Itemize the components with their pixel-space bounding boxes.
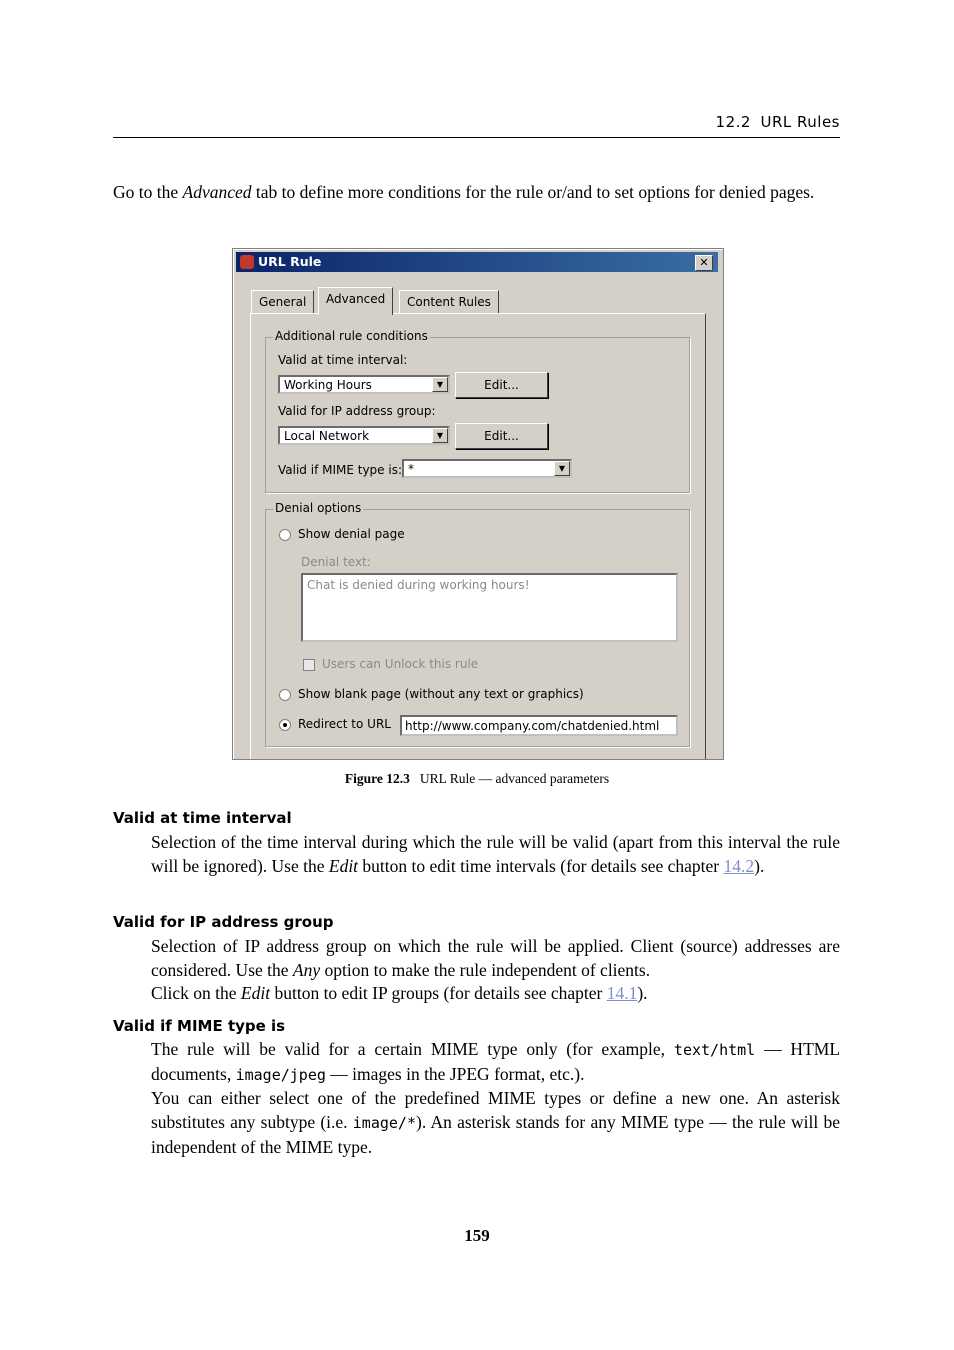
show-blank-page-radio[interactable]	[279, 689, 291, 701]
figure-caption-text: URL Rule — advanced parameters	[419, 771, 610, 786]
time-interval-label: Valid at time interval:	[278, 353, 408, 367]
header-section-title: URL Rules	[760, 113, 840, 131]
tab-general[interactable]: General	[251, 290, 314, 314]
tab-advanced[interactable]: Advanced	[318, 287, 393, 315]
edit-ip-button[interactable]: Edit...	[455, 423, 548, 449]
desc-time-interval: Selection of the time interval during which the rule will be valid (apart from this interval the rule will be ignored). Use the Edit button to edit time intervals (for details see chapter 14.2).	[151, 832, 840, 876]
app-icon	[240, 255, 254, 269]
redirect-url-radio[interactable]	[279, 719, 291, 731]
term-time-interval: Valid at time interval	[113, 809, 292, 827]
mime-type-label: Valid if MIME type is:	[278, 463, 402, 477]
unlock-rule-label: Users can Unlock this rule	[322, 657, 479, 671]
running-header	[113, 113, 840, 138]
link-chapter-14-2[interactable]: 14.2	[723, 855, 755, 876]
term-mime-type: Valid if MIME type is	[113, 1017, 286, 1035]
denial-options-group	[265, 501, 690, 747]
link-chapter-14-1[interactable]: 14.1	[606, 983, 638, 1004]
header-section-number: 12.2	[715, 113, 751, 131]
url-rule-dialog	[232, 248, 724, 760]
redirect-url-input[interactable]: http://www.company.com/chatdenied.html	[400, 715, 678, 736]
desc-ip-group: Selection of IP address group on which the rule will be applied. Client (source) addresses are considered. Use the Any option to make the rule independent of clients. Click on the Edit button to edit IP groups (for details see chapter 14.1).	[151, 936, 840, 1004]
time-interval-select[interactable]: Working Hours ▼	[278, 375, 450, 394]
page-number: 159	[464, 1226, 490, 1245]
chevron-down-icon[interactable]: ▼	[432, 377, 448, 392]
close-icon[interactable]: ✕	[695, 255, 713, 271]
mime-type-select[interactable]: * ▼	[402, 459, 572, 478]
chevron-down-icon[interactable]: ▼	[554, 461, 570, 476]
ip-group-label: Valid for IP address group:	[278, 404, 436, 418]
unlock-rule-checkbox[interactable]	[303, 659, 315, 671]
denial-text-field[interactable]: Chat is denied during working hours!	[301, 573, 678, 642]
desc-mime-type: The rule will be valid for a certain MIME type only (for example, text/html — HTML documents, image/jpeg — images in the JPEG format, etc.). You can either select one of the predefined MIME types or define a new one. An asterisk substitutes any subtype (i.e. image/*). An asterisk stands for any MIME type — the rule will be independent of the MIME type.	[151, 1039, 841, 1157]
dialog-title: URL Rule	[258, 254, 322, 269]
chevron-down-icon[interactable]: ▼	[432, 428, 448, 443]
rule-conditions-group	[265, 329, 690, 493]
ip-group-select[interactable]: Local Network ▼	[278, 426, 450, 445]
intro-paragraph: Go to the Advanced tab to define more conditions for the rule or/and to set options for denied pages.	[113, 182, 815, 202]
redirect-url-label: Redirect to URL	[298, 717, 391, 731]
show-denial-page-label: Show denial page	[298, 527, 405, 541]
advanced-tab-panel	[250, 313, 706, 760]
show-denial-page-radio[interactable]	[279, 529, 291, 541]
show-blank-page-label: Show blank page (without any text or graphics)	[298, 687, 584, 701]
denial-legend: Denial options	[275, 501, 362, 515]
tab-content-rules[interactable]: Content Rules	[399, 290, 499, 314]
figure-caption	[0, 771, 954, 787]
figure-label: Figure 12.3	[344, 771, 410, 786]
term-ip-group: Valid for IP address group	[113, 913, 334, 931]
denial-text-label: Denial text:	[301, 555, 371, 569]
edit-time-button[interactable]: Edit...	[455, 372, 548, 398]
conditions-legend: Additional rule conditions	[275, 329, 428, 343]
dialog-titlebar	[236, 252, 718, 272]
